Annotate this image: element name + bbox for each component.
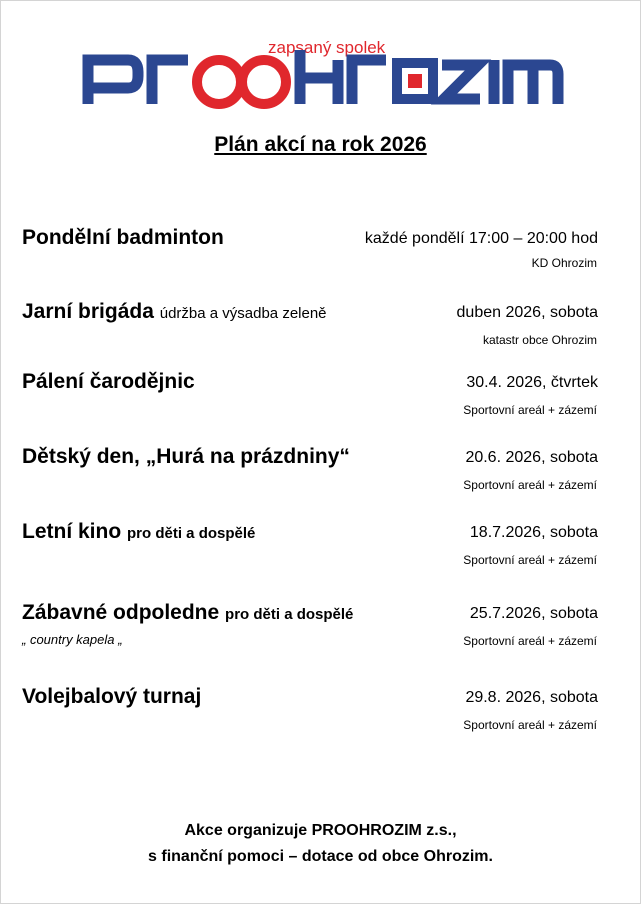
- event-where: Sportovní areál + zázemí: [463, 553, 597, 567]
- logo-tagline: zapsaný spolek: [268, 38, 386, 57]
- event-when: 25.7.2026, sobota: [469, 605, 598, 622]
- event-name: Volejbalový turnaj: [22, 685, 202, 708]
- event-title: Letní kino: [22, 520, 122, 543]
- event-where: KD Ohrozim: [531, 256, 597, 270]
- event-when: 30.4. 2026, čtvrtek: [466, 374, 598, 391]
- event-when: každé pondělí 17:00 – 20:00 hod: [364, 230, 598, 247]
- event-note: údržba a výsadba zeleně: [159, 305, 327, 322]
- event-where: Sportovní areál + zázemí: [463, 403, 597, 417]
- event-name: [22, 300, 327, 324]
- event-where: Sportovní areál + zázemí: [463, 478, 597, 492]
- event-note: pro děti a dospělé: [225, 606, 354, 623]
- event-when: 20.6. 2026, sobota: [465, 449, 598, 466]
- event-name: [22, 601, 353, 625]
- event-row: [0, 300, 641, 360]
- event-where: katastr obce Ohrozim: [482, 333, 597, 347]
- event-when: 18.7.2026, sobota: [469, 524, 598, 541]
- event-row: [0, 445, 641, 505]
- event-note: pro děti a dospělé: [127, 525, 256, 542]
- event-title: Zábavné odpoledne: [22, 601, 220, 624]
- footer-line-2: s finanční pomoci – dotace od obce Ohrozim.: [148, 848, 493, 865]
- event-row: [0, 685, 641, 745]
- page-title: Plán akcí na rok 2026: [214, 133, 427, 156]
- event-title: Jarní brigáda: [22, 300, 154, 323]
- footer-line-1: Akce organizuje PROOHROZIM z.s.,: [184, 822, 457, 839]
- event-where: Sportovní areál + zázemí: [463, 634, 597, 648]
- footer-note: [0, 818, 641, 870]
- event-row: [0, 226, 641, 286]
- event-where: Sportovní areál + zázemí: [463, 718, 597, 732]
- event-name: [22, 520, 255, 544]
- event-name: Pálení čarodějnic: [22, 370, 195, 393]
- event-name: Pondělní badminton: [22, 226, 224, 249]
- event-name: Dětský den, „Hurá na prázdniny“: [22, 445, 350, 468]
- event-row: [0, 520, 641, 580]
- event-row: [0, 370, 641, 430]
- proohrozim-logo: [80, 34, 564, 110]
- event-subtitle: „ country kapela „: [22, 632, 123, 647]
- event-row: [0, 601, 641, 661]
- event-when: 29.8. 2026, sobota: [465, 689, 598, 706]
- event-when: duben 2026, sobota: [456, 304, 598, 321]
